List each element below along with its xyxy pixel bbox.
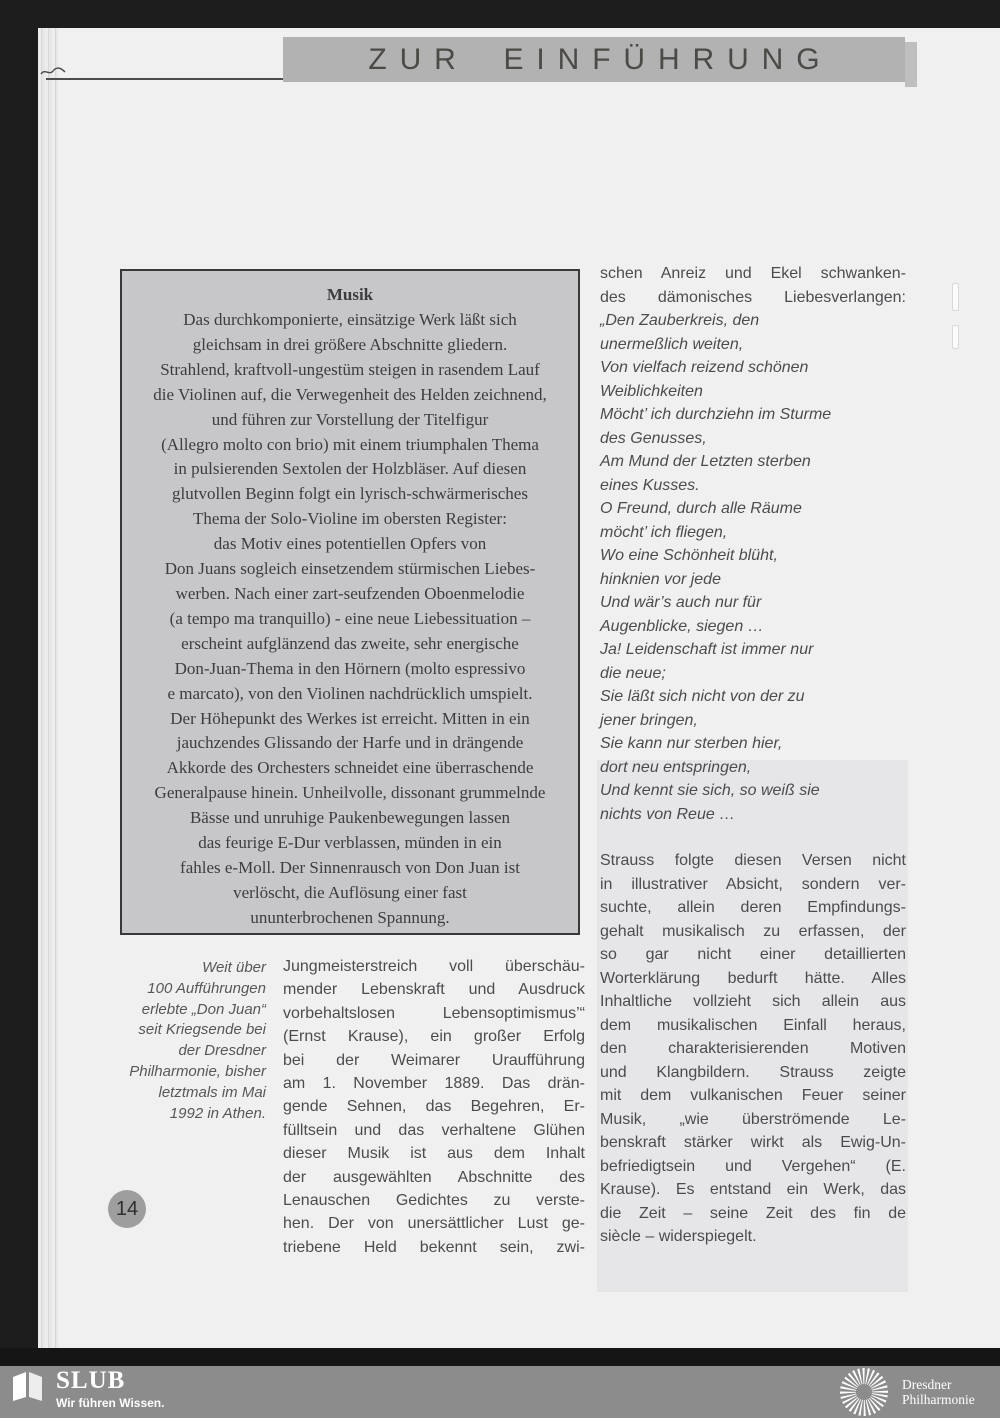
right-column-intro [600,262,906,309]
music-box-lines [130,308,570,931]
text-line: Strahlend, kraftvoll-ungestüm steigen in rasendem Lauf [160,359,540,379]
text-line: mender Lebenskraft und Ausdruck [283,981,585,999]
page-number-badge [108,1190,146,1228]
right-column-closing [600,849,906,1249]
text-line: den charakterisierenden Motiven [600,1040,906,1057]
text-line: die Zeit – seine Zeit des fin de [600,1204,906,1222]
text-line: die Violinen auf, die Verwegenheit des Helden zeichnend, [153,384,547,404]
text-line: seit Kriegsende bei [138,1021,266,1039]
text-line: fahles e-Moll. Der Sinnenrausch von Don Juan ist [180,857,520,877]
text-line: benskraft stärker wirkt als Ewig-Un- [600,1134,906,1151]
text-line: Sie kann nur sterben hier, [600,735,783,752]
text-line: dort neu entspringen, [600,758,752,776]
text-line: Und kennt sie sich, so weiß sie [600,782,820,799]
pen-squiggle-mark [40,64,66,80]
text-line: Möcht’ ich durchziehn im Sturme [600,406,832,423]
text-line: in pulsierenden Sextolen der Holzbläser. Auf diesen [173,459,527,479]
text-line: Lenauschen Gedichtes zu verste- [283,1192,585,1210]
text-line: werben. Nach einer zart-seufzenden Oboenmelodie [175,583,525,603]
page-title: ZUR EINFÜHRUNG [368,42,833,76]
text-line: gende Sehnen, das Begehren, Er- [283,1098,585,1116]
text-line: Von vielfach reizend schönen [600,359,809,376]
text-line: des dämonisches Liebesverlangen: [600,288,906,306]
slub-logo [10,1368,164,1410]
text-line: Sie läßt sich nicht von der zu [600,688,805,705]
text-line: Der Höhepunkt des Werkes ist erreicht. Mitten in ein [170,708,530,728]
text-line: Don-Juan-Thema in den Hörnern (molto espressivo [174,658,526,678]
music-box-title: Musik [326,285,374,304]
margin-caption [96,958,266,1124]
text-line: das Motiv eines potentiellen Opfers von [213,534,487,554]
text-line: Bässe und unruhige Paukenbewegungen lassen [189,808,511,828]
philharmonie-name-line2: Philharmonie [902,1392,975,1407]
text-line: Inhaltliche vollzieht sich allein aus [600,993,906,1010]
lenau-poem [600,309,906,826]
text-line: und Klangbildern. Strauss zeigte [600,1063,906,1081]
philharmonie-name-line1: Dresdner [902,1376,952,1392]
header-bar-tab [905,42,917,87]
text-line: erlebte „Don Juan“ [141,1000,266,1018]
text-line: so gar nicht einer detaillierten [600,946,906,963]
text-line: O Freund, durch alle Räume [600,500,802,517]
text-line: Ja! Leidenschaft ist immer nur [600,641,814,658]
text-line: Das durchkomponierte, einsätzige Werk läßt sich [183,310,517,329]
page-number: 14 [115,1197,139,1220]
text-line: letztmals im Mai [158,1083,266,1101]
text-line: mit dem vulkanischen Feuer seiner [600,1087,906,1104]
text-line: ununterbrochenen Spannung. [250,907,450,927]
text-line: die neue; [600,664,666,682]
philharmonie-starburst-icon [838,1366,890,1418]
text-line: Strauss folgte diesen Versen nicht [600,852,906,869]
text-line: Philharmonie, bisher [129,1062,266,1080]
text-line: eines Kusses. [600,476,700,494]
text-line: (Allegro molto con brio) mit einem triumphalen Thema [161,434,539,454]
text-line: dieser Musik ist aus dem Inhalt [283,1145,585,1163]
text-line: Worterklärung bedurft hätte. Alles [600,969,906,987]
text-line: Jungmeisterstreich voll überschäu- [283,958,585,975]
text-line: 1992 in Athen. [169,1104,266,1122]
slub-wordmark: SLUB [56,1367,126,1394]
text-line: fülltsein und das verhaltene Glühen [283,1121,585,1139]
staple-mark [952,325,959,349]
text-line: am 1. November 1889. Das drän- [283,1075,585,1093]
center-column [283,955,585,1259]
text-line: schen Anreiz und Ekel schwanken- [600,265,906,282]
text-line: Musik, „wie überströmende Le- [600,1110,906,1128]
text-line: (Ernst Krause), ein großer Erfolg [283,1028,585,1046]
text-line: verlöscht, die Auflösung einer fast [233,882,467,902]
text-line: unermeßlich weiten, [600,335,744,353]
text-line: und führen zur Vorstellung der Titelfigur [211,409,489,429]
text-line: jauchzendes Glissando der Harfe und in drängende [176,733,524,753]
text-line: gehalt musikalisch zu erfassen, der [600,922,906,940]
text-line: der Dresdner [178,1042,266,1060]
text-line: das feurige E-Dur verblassen, münden in ein [198,833,502,853]
text-line: jener bringen, [600,711,698,729]
text-line: Akkorde des Orchesters schneidet eine überraschende [166,758,534,778]
right-column [600,262,906,1249]
text-line: Augenblicke, siegen … [600,617,764,635]
text-line: Weiblichkeiten [600,382,703,400]
text-line: 100 Aufführungen [147,979,266,997]
text-line: vorbehaltslosen Lebensoptimismus’“ [283,1004,585,1022]
text-line: Don Juans sogleich einsetzendem stürmischen Liebes- [164,559,536,579]
text-line: bei der Weimarer Uraufführung [283,1051,585,1069]
text-line: hinknien vor jede [600,570,721,588]
text-line: Am Mund der Letzten sterben [600,453,811,470]
text-line: „Den Zauberkreis, den [600,312,760,329]
text-line: suchte, allein deren Empfindungs- [600,899,906,916]
text-line: glutvollen Beginn folgt ein lyrisch-schwärmerisches [172,484,528,504]
text-line: möcht’ ich fliegen, [600,523,728,541]
text-line: des Genusses, [600,429,707,447]
text-line: e marcato), von den Violinen nachdrücklich umspielt. [167,683,533,703]
text-line: dem musikalischen Einfall heraus, [600,1016,906,1034]
slub-tagline: Wir führen Wissen. [56,1396,165,1410]
stacked-page-edges [38,28,58,1348]
text-line: Weit über [202,959,266,976]
text-line: (a tempo ma tranquillo) - eine neue Liebessituation – [169,608,531,628]
page-header [283,37,905,82]
text-line: Thema der Solo-Violine im obersten Register: [193,509,507,529]
text-line: nichts von Reue … [600,805,736,823]
music-box [120,269,580,935]
text-line: der ausgewählten Abschnitte des [283,1168,585,1186]
staple-mark [952,283,959,311]
philharmonie-logo [838,1366,975,1418]
text-line: gleichsam in drei größere Abschnitte gliedern. [192,334,508,354]
text-line: Generalpause hinein. Unheilvolle, dissonant grummelnde [154,783,546,803]
text-line: Und wär’s auch nur für [600,594,762,611]
text-line: siècle – widerspiegelt. [600,1228,757,1245]
slub-book-icon [10,1370,44,1402]
text-line: hen. Der von unersättlicher Lust ge- [283,1215,585,1233]
text-line: in illustrativer Absicht, sondern ver- [600,875,906,893]
text-line: Wo eine Schönheit blüht, [600,547,778,564]
text-line: erscheint aufglänzend das zweite, sehr energische [181,633,519,653]
header-rule-line [46,78,284,80]
text-line: triebene Held bekennt sein, zwi- [283,1238,585,1256]
text-line: befriedigtsein und Vergehen“ (E. [600,1157,906,1175]
text-line: Krause). Es entstand ein Werk, das [600,1181,906,1198]
